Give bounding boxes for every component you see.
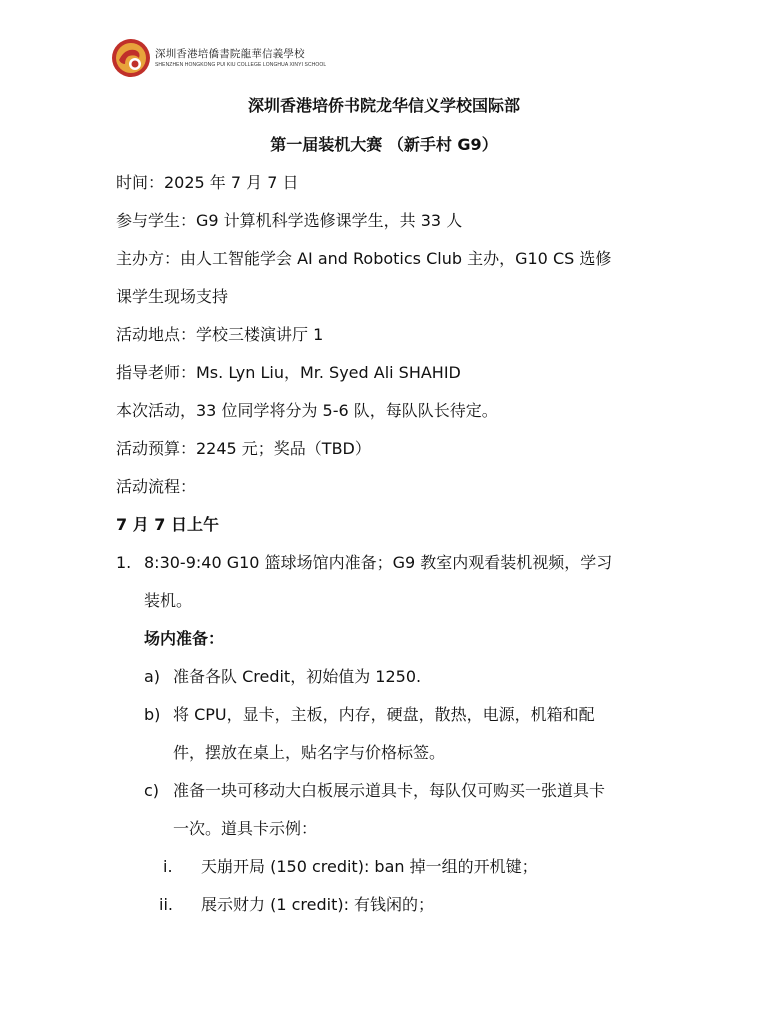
prep-heading: 场内准备： xyxy=(144,629,225,648)
school-logo xyxy=(111,38,326,78)
event-location: 活动地点：学校三楼演讲厅 1 xyxy=(116,325,324,344)
document-title: 深圳香港培侨书院龙华信义学校国际部 xyxy=(247,96,520,115)
prep-item-text-cont: 件，摆放在桌上，贴名字与价格标签。 xyxy=(173,743,446,762)
prep-item-text: 将 CPU，显卡，主板，内存，硬盘，散热，电源，机箱和配 xyxy=(173,705,595,724)
list-item-text-cont: 装机。 xyxy=(144,591,193,610)
card-example-text: 天崩开局 (150 credit): ban 掉一组的开机键； xyxy=(201,857,538,876)
logo-chinese-name: 深圳香港培僑書院龍華信義學校 xyxy=(155,48,305,60)
prep-item-text: 准备各队 Credit，初始值为 1250. xyxy=(173,667,422,686)
logo-text xyxy=(155,47,326,69)
event-advisors: 指导老师：Ms. Lyn Liu，Mr. Syed Ali SHAHID xyxy=(116,363,461,382)
card-example-label: i. xyxy=(163,857,173,876)
event-budget: 活动预算：2245 元；奖品（TBD） xyxy=(116,439,371,458)
session-heading: 7 月 7 日上午 xyxy=(116,515,219,534)
list-item-text: 8:30-9:40 G10 篮球场馆内准备；G9 教室内观看装机视频，学习 xyxy=(144,553,613,572)
card-example-label: ii. xyxy=(159,895,173,914)
school-emblem-icon xyxy=(111,38,151,78)
card-example-text: 展示财力 (1 credit): 有钱闲的； xyxy=(201,895,435,914)
logo-english-name: SHENZHEN HONGKONG PUI KIU COLLEGE LONGHUA XINYI SCHOOL xyxy=(155,62,327,68)
prep-item-label: b) xyxy=(144,705,161,724)
prep-item-label: c) xyxy=(144,781,160,800)
document-subtitle: 第一届装机大赛 （新手村 G9） xyxy=(270,135,498,154)
event-organizer-cont: 课学生现场支持 xyxy=(116,287,229,306)
list-item-number: 1. xyxy=(116,553,132,572)
prep-item-text: 准备一块可移动大白板展示道具卡，每队仅可购买一张道具卡 xyxy=(173,781,606,800)
event-process-label: 活动流程： xyxy=(116,477,197,496)
event-organizer: 主办方：由人工智能学会 AI and Robotics Club 主办，G10 CS 选修 xyxy=(116,249,612,268)
event-time: 时间：2025 年 7 月 7 日 xyxy=(116,173,299,192)
event-teams: 本次活动，33 位同学将分为 5-6 队，每队队长待定。 xyxy=(116,401,498,420)
prep-item-label: a) xyxy=(144,667,161,686)
event-participants: 参与学生：G9 计算机科学选修课学生，共 33 人 xyxy=(116,211,463,230)
prep-item-text-cont: 一次。道具卡示例： xyxy=(173,819,318,838)
